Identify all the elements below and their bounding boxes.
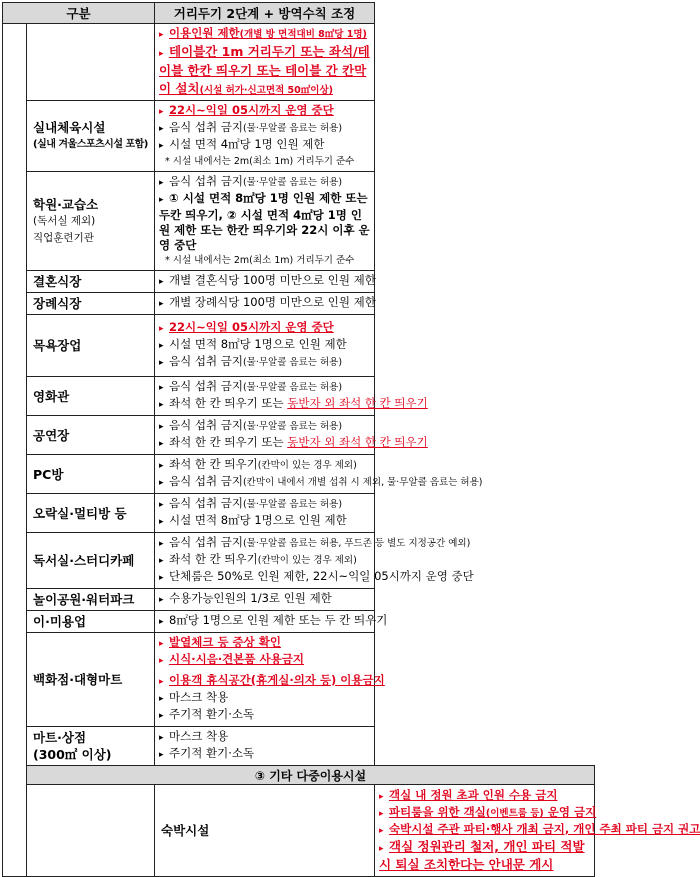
arrow-icon: ▸ — [159, 617, 164, 627]
table-row — [3, 377, 595, 416]
category-lodging: 숙박시설 — [155, 785, 375, 877]
arrow-icon: ▸ — [159, 141, 164, 151]
arrow-icon: ▸ — [159, 49, 164, 59]
header-measures: 거리두기 2단계 + 방역수칙 조정 — [155, 3, 375, 24]
measures-cell — [155, 24, 375, 101]
arrow-icon: ▸ — [159, 461, 164, 471]
arrow-icon: ▸ — [159, 711, 164, 721]
note: * 시설 내에서는 2m(최소 1m) 거리두기 준수 — [165, 156, 355, 167]
table-row — [3, 633, 595, 727]
list-item: ▸ ① 시설 면적 8㎡당 1명 인원 제한 또는 두칸 띄우기, ② 시설 면적 4㎡당 1명 인원 제한 또는 한칸 띄우기와 22시 이후 운영 중단 — [159, 191, 370, 252]
measures-cell: ▸ 개별 장례식당 100명 미만으로 인원 제한 — [155, 293, 375, 315]
table-row — [3, 611, 595, 633]
category-bath: 목욕장업 — [27, 315, 155, 377]
arrow-icon: ▸ — [159, 178, 164, 188]
arrow-icon: ▸ — [159, 573, 164, 583]
arrow-icon: ▸ — [159, 556, 164, 566]
list-item: ▸ 음식 섭취 금지(물·무알콜 음료는 허용) — [159, 174, 370, 191]
quarantine-rules-table — [2, 2, 700, 877]
category-study-cafe: 독서실·스터디카페 — [27, 533, 155, 589]
arrow-icon: ▸ — [159, 358, 164, 368]
arrow-icon: ▸ — [159, 677, 164, 687]
arrow-icon: ▸ — [159, 107, 164, 117]
arrow-icon: ▸ — [159, 341, 164, 351]
category-beauty: 이·미용업 — [27, 611, 155, 633]
arrow-icon: ▸ — [159, 400, 164, 410]
measures-cell: ▸ 좌석 한 칸 띄우기(칸막이 있는 경우 제외) ▸ 음식 섭취 금지(칸막이 내에서 개별 섭취 시 제외, 물·무알콜 음료는 허용) — [155, 455, 375, 494]
arrow-icon: ▸ — [159, 195, 164, 205]
category-mart: 마트·상점 (300㎡ 이상) — [27, 727, 155, 766]
category-wedding: 결혼식장 — [27, 271, 155, 293]
category-department-store: 백화점·대형마트 — [27, 633, 155, 727]
left-margin-cell — [27, 785, 155, 877]
measures-cell: ▸ 22시~익일 05시까지 운영 중단 ▸ 시설 면적 8㎡당 1명으로 인원 제한 ▸ 음식 섭취 금지(물·무알콜 음료는 허용) — [155, 315, 375, 377]
table-row — [3, 271, 595, 293]
section-header: ③ 기타 다중이용시설 — [3, 766, 595, 785]
list-item: ▸ 22시~익일 05시까지 운영 중단 — [159, 103, 370, 120]
measures-cell: ▸ 발열체크 등 증상 확인 ▸ 시식·시음·견본품 사용금지 ▸ 이용객 휴식공간(휴게실·의자 등) 이용금지 ▸ 마스크 착용 ▸ 주기적 환기·소독 — [155, 633, 375, 727]
table-header — [3, 3, 595, 24]
table-row — [3, 533, 595, 589]
category-pc: PC방 — [27, 455, 155, 494]
category-gym: 실내체육시설 (실내 겨울스포츠시설 포함) — [27, 101, 155, 172]
list-item: ▸ 음식 섭취 금지(물·무알콜 음료는 허용) — [159, 120, 370, 137]
table-row — [3, 785, 595, 877]
arrow-icon: ▸ — [159, 30, 164, 40]
arrow-icon: ▸ — [159, 539, 164, 549]
measures-cell: ▸ 음식 섭취 금지(물·무알콜 음료는 허용) ▸ 좌석 한 칸 띄우기 또는 동반자 외 좌석 한 칸 띄우기 — [155, 377, 375, 416]
category-theater: 공연장 — [27, 416, 155, 455]
measures-cell — [155, 172, 375, 271]
arrow-icon: ▸ — [159, 750, 164, 760]
arrow-icon: ▸ — [159, 124, 164, 134]
category-funeral: 장례식장 — [27, 293, 155, 315]
category-cinema: 영화관 — [27, 377, 155, 416]
table-row — [3, 589, 595, 611]
left-margin-cell — [3, 24, 27, 877]
arrow-icon: ▸ — [159, 517, 164, 527]
arrow-icon: ▸ — [379, 809, 384, 819]
arrow-icon: ▸ — [159, 383, 164, 393]
table-row — [3, 455, 595, 494]
list-item: ▸ 이용인원 제한(개별 방 면적대비 8㎡당 1명) — [159, 26, 370, 43]
measures-cell: ▸ 마스크 착용 ▸ 주기적 환기·소독 — [155, 727, 375, 766]
table-row — [3, 101, 595, 172]
category-cell-empty — [27, 24, 155, 101]
arrow-icon: ▸ — [379, 844, 384, 854]
measures-cell: ▸ 8㎡당 1명으로 인원 제한 또는 두 칸 띄우기 — [155, 611, 375, 633]
arrow-icon: ▸ — [159, 733, 164, 743]
arrow-icon: ▸ — [379, 826, 384, 836]
arrow-icon: ▸ — [159, 422, 164, 432]
table-row — [3, 315, 595, 377]
list-item: ▸ 시설 면적 4㎡당 1명 인원 제한 — [159, 137, 370, 154]
table-row — [3, 293, 595, 315]
category-park: 놀이공원·워터파크 — [27, 589, 155, 611]
measures-cell: ▸ 음식 섭취 금지(물·무알콜 음료는 허용, 푸드존 등 별도 지정공간 예외) ▸ 좌석 한 칸 띄우기(칸막이 있는 경우 제외) ▸ 단체룸은 50%로 인원 제한, 22시~익일 05시까지 운영 중단 — [155, 533, 375, 589]
arrow-icon: ▸ — [379, 792, 384, 802]
measures-cell: ▸ 객실 내 정원 초과 인원 수용 금지 ▸ 파티룸을 위한 객실(이벤트룸 등) 운영 금지 ▸ 숙박시설 주관 파티·행사 개최 금지, 개인 주최 파티 금지 권고 ▸ 객실 정원관리 철저, 개인 파티 적발 시 퇴실 조치한다는 안내문 게시 — [375, 785, 595, 877]
table-row — [3, 24, 595, 101]
arrow-icon: ▸ — [159, 277, 164, 287]
arrow-icon: ▸ — [159, 324, 164, 334]
table-row — [3, 172, 595, 271]
measures-cell: ▸ 음식 섭취 금지(물·무알콜 음료는 허용) ▸ 시설 면적 8㎡당 1명으로 인원 제한 — [155, 494, 375, 533]
measures-cell: ▸ 수용가능인원의 1/3로 인원 제한 — [155, 589, 375, 611]
arrow-icon: ▸ — [159, 299, 164, 309]
table-row — [3, 494, 595, 533]
category-academy: 학원·교습소 (독서실 제외) 직업훈련기관 — [27, 172, 155, 271]
arrow-icon: ▸ — [159, 439, 164, 449]
measures-cell: ▸ 음식 섭취 금지(물·무알콜 음료는 허용) ▸ 좌석 한 칸 띄우기 또는 동반자 외 좌석 한 칸 띄우기 — [155, 416, 375, 455]
arrow-icon: ▸ — [159, 656, 164, 666]
note: * 시설 내에서는 2m(최소 1m) 거리두기 준수 — [165, 255, 355, 266]
category-arcade: 오락실·멀티방 등 — [27, 494, 155, 533]
arrow-icon: ▸ — [159, 639, 164, 649]
measures-cell — [155, 101, 375, 172]
list-item: ▸ 테이블간 1m 거리두기 또는 좌석/테이블 한칸 띄우기 또는 테이블 간 칸막이 설치(시설 허가·신고면적 50㎡이상) — [159, 44, 370, 96]
arrow-icon: ▸ — [159, 478, 164, 488]
arrow-icon: ▸ — [159, 500, 164, 510]
header-category: 구분 — [3, 3, 155, 24]
arrow-icon: ▸ — [159, 694, 164, 704]
table-row — [3, 727, 595, 766]
table-row — [3, 416, 595, 455]
measures-cell: ▸ 개별 결혼식당 100명 미만으로 인원 제한 — [155, 271, 375, 293]
arrow-icon: ▸ — [159, 595, 164, 605]
